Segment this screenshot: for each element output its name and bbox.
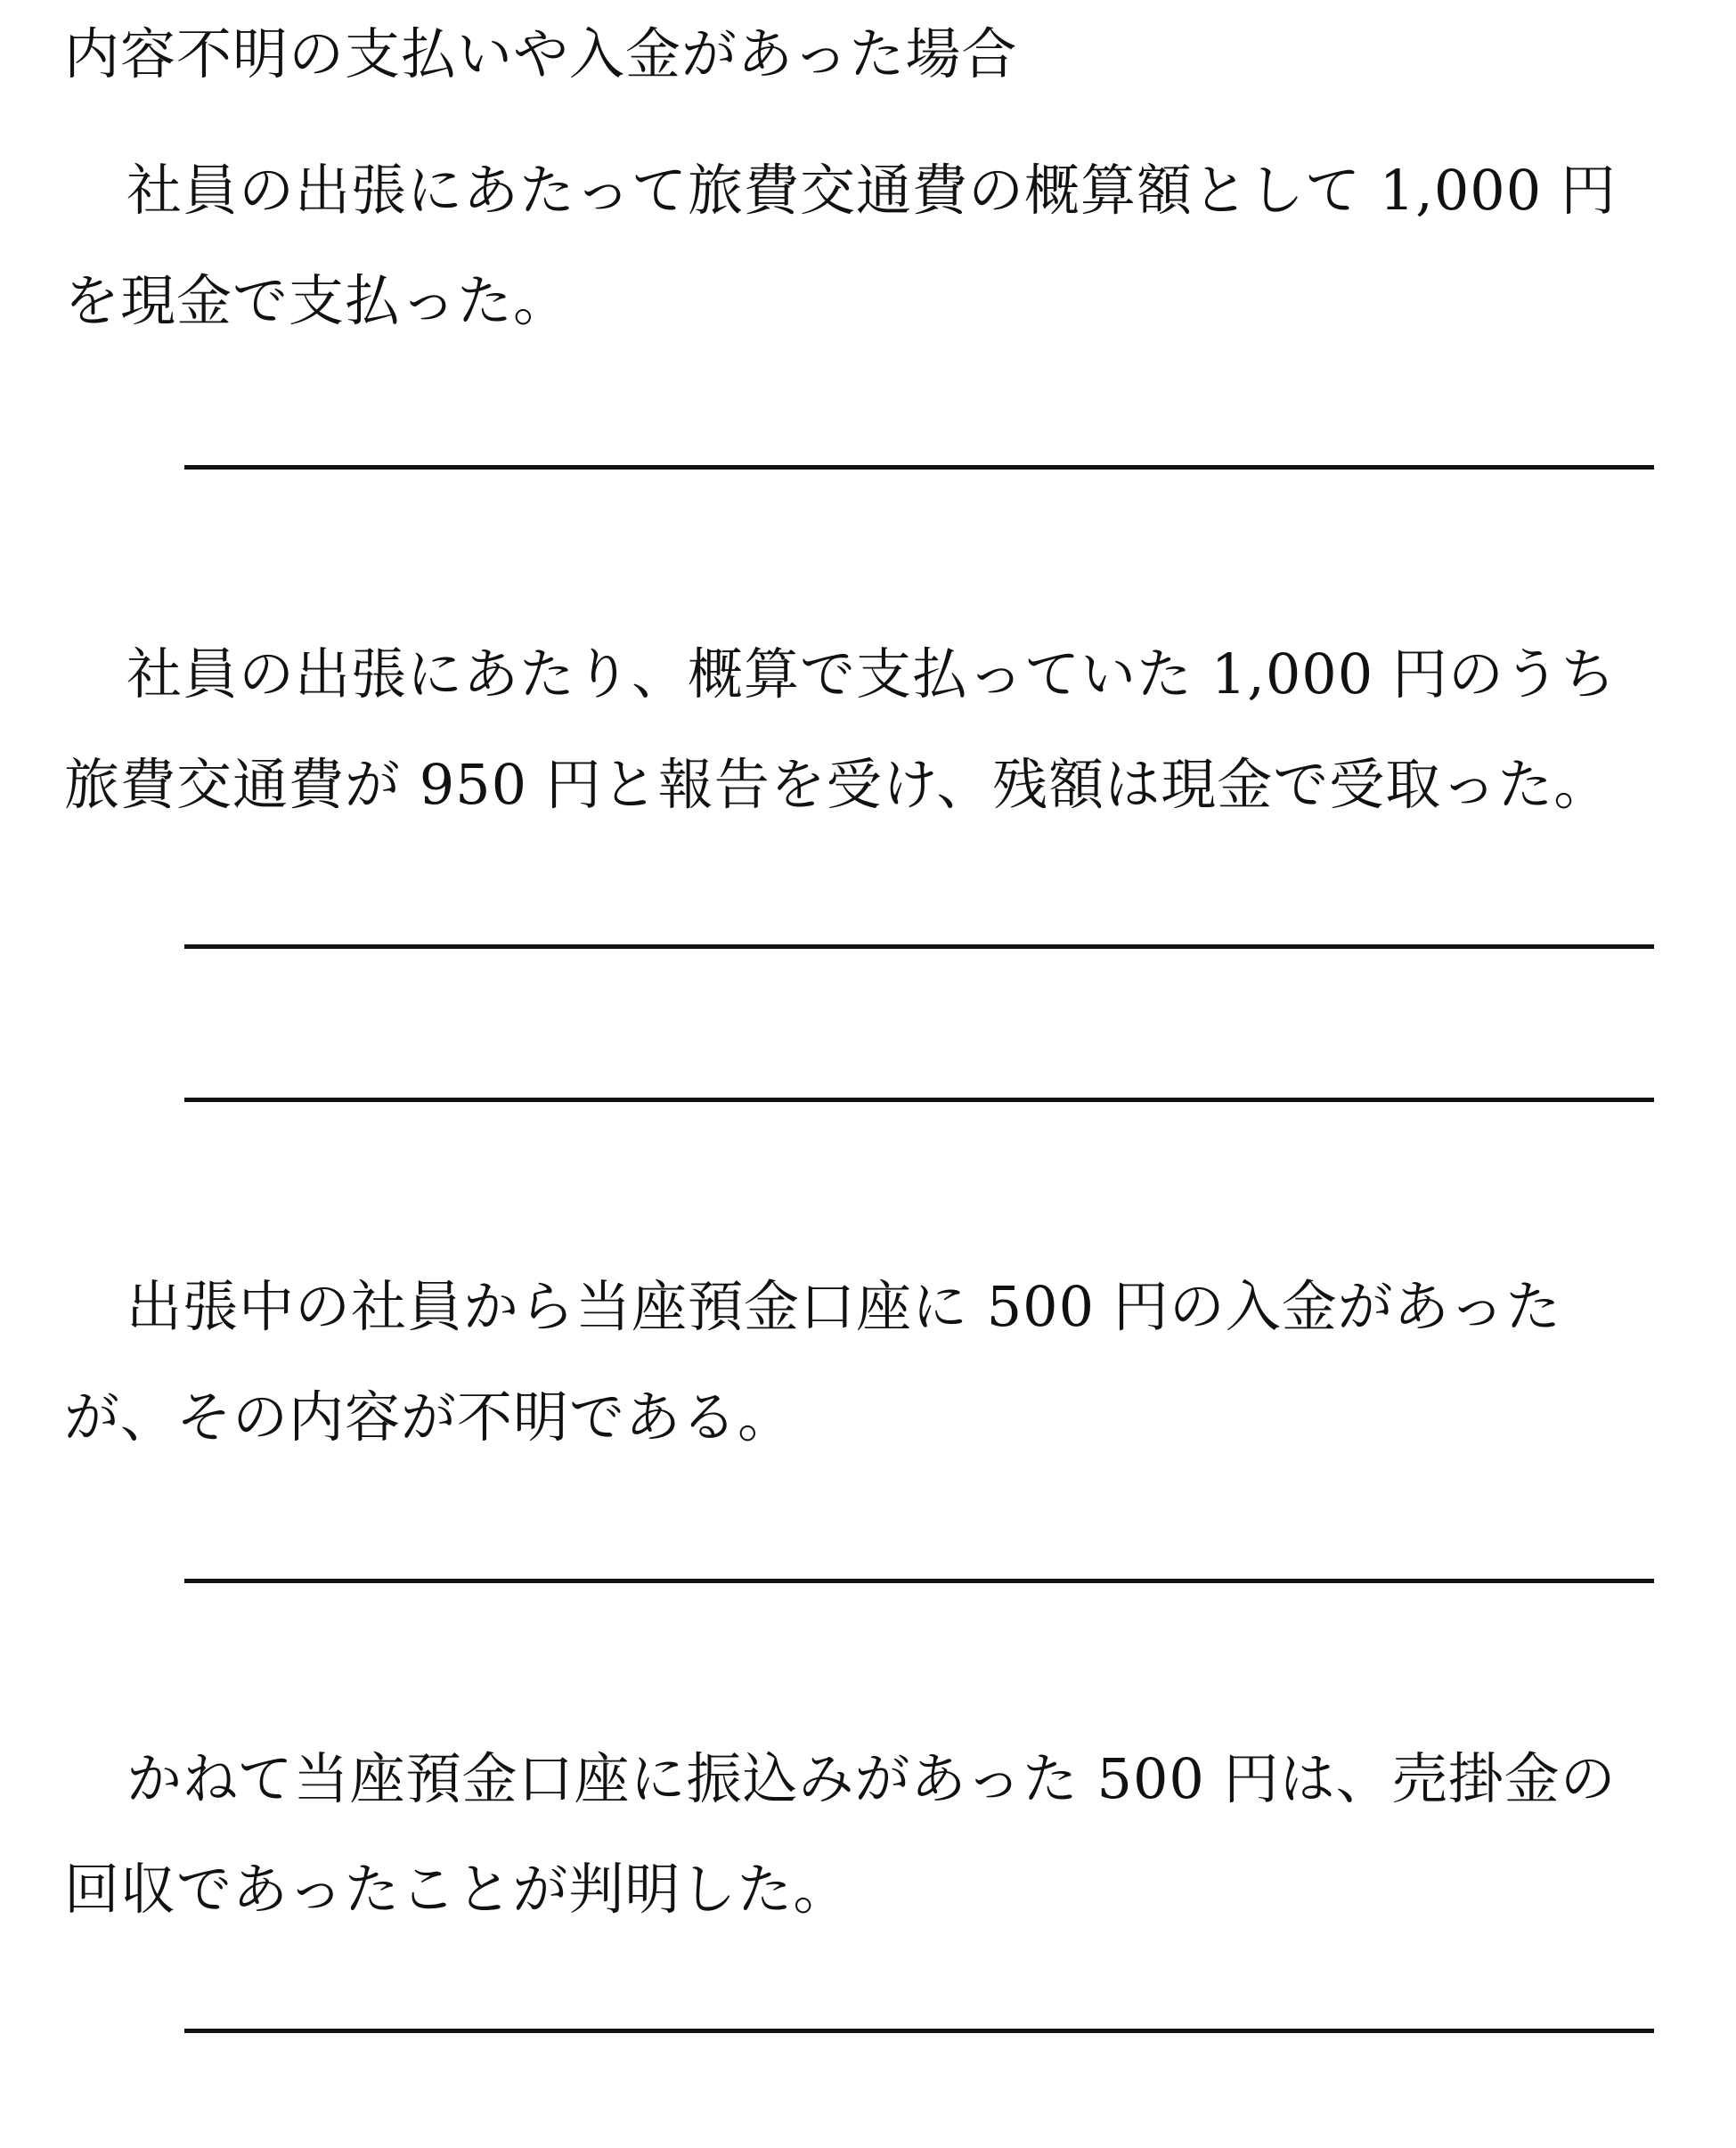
- page-title: 内容不明の支払いや入金があった場合: [64, 21, 1018, 86]
- answer-line-1[interactable]: [184, 465, 1654, 470]
- answer-line-3[interactable]: [184, 1579, 1654, 1583]
- question-1: 社員の出張にあたって旅費交通費の概算額として 1,000 円を現金で支払った。: [64, 158, 1617, 333]
- answer-line-2a[interactable]: [184, 944, 1654, 949]
- answer-line-2b[interactable]: [184, 1098, 1654, 1102]
- question-4: かねて当座預金口座に振込みがあった 500 円は、売掛金の回収であったことが判明した。: [64, 1746, 1617, 1922]
- answer-line-4[interactable]: [184, 2029, 1654, 2033]
- question-2: 社員の出張にあたり、概算で支払っていた 1,000 円のうち旅費交通費が 950 円と報告を受け、残額は現金で受取った。: [64, 641, 1617, 817]
- question-3: 出張中の社員から当座預金口座に 500 円の入金があったが、その内容が不明である。: [64, 1274, 1562, 1450]
